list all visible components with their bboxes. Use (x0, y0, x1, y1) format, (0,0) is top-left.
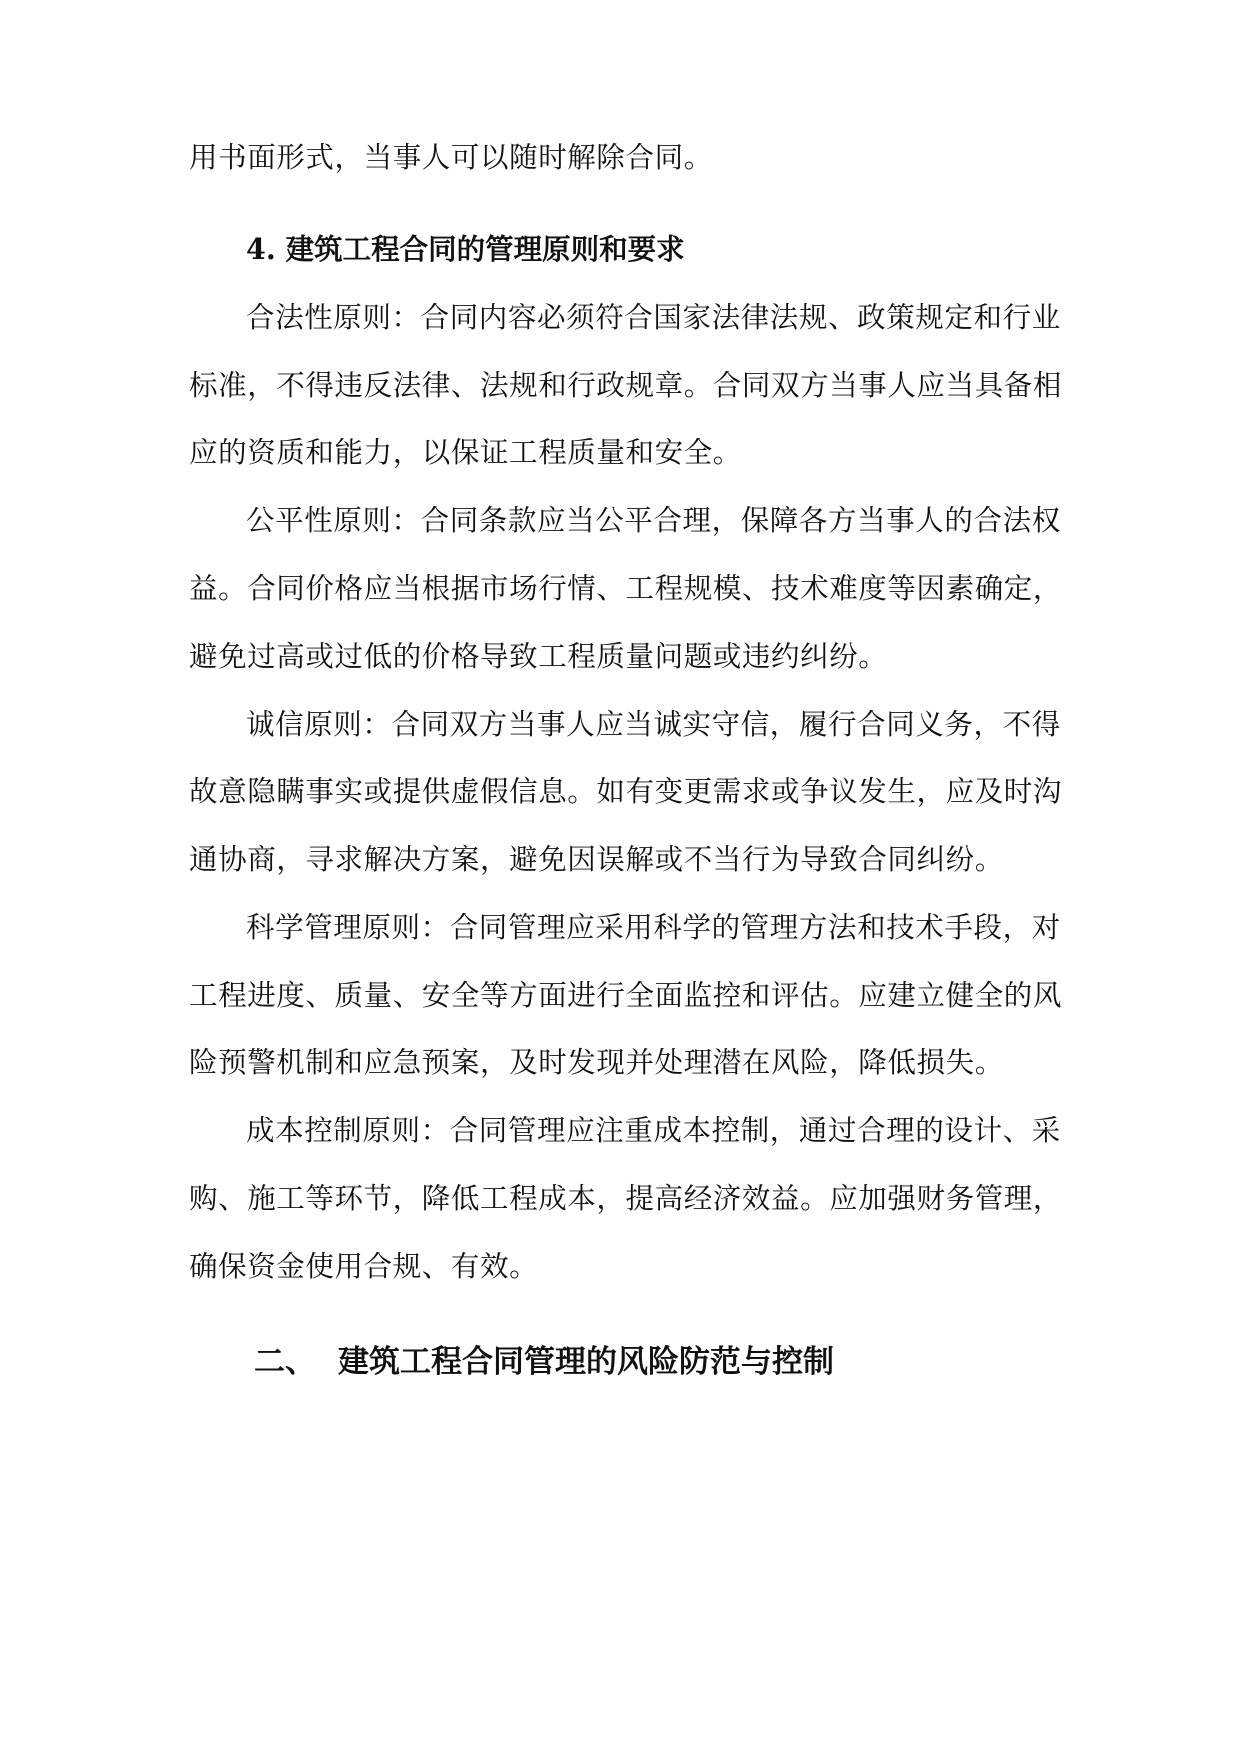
paragraph-legality-line-2: 标准，不得违反法律、法规和行政规章。合同双方当事人应当具备相 (189, 369, 1063, 402)
paragraph-scientific-line-3: 险预警机制和应急预案，及时发现并处理潜在风险，降低损失。 (189, 1046, 1004, 1079)
continuation-text: 用书面形式，当事人可以随时解除合同。 (189, 141, 713, 174)
paragraph-legality-line-3: 应的资质和能力，以保证工程质量和安全。 (189, 436, 742, 469)
paragraph-scientific-line-1: 科学管理原则：合同管理应采用科学的管理方法和技术手段，对 (246, 911, 1061, 944)
paragraph-integrity-line-2: 故意隐瞒事实或提供虚假信息。如有变更需求或争议发生，应及时沟 (189, 775, 1063, 808)
section-4-heading: 4. 建筑工程合同的管理原则和要求 (246, 232, 685, 266)
paragraph-cost-control-line-1: 成本控制原则：合同管理应注重成本控制，通过合理的设计、采 (246, 1114, 1061, 1147)
paragraph-fairness-line-3: 避免过高或过低的价格导致工程质量问题或违约纠纷。 (189, 640, 888, 673)
paragraph-legality-line-1: 合法性原则：合同内容必须符合国家法律法规、政策规定和行业 (246, 301, 1061, 334)
paragraph-fairness-line-1: 公平性原则：合同条款应当公平合理，保障各方当事人的合法权 (246, 504, 1061, 537)
paragraph-integrity-line-1: 诚信原则：合同双方当事人应当诚实守信，履行合同义务，不得 (246, 708, 1061, 741)
section-2-title: 建筑工程合同管理的风险防范与控制 (338, 1344, 834, 1380)
section-2-number: 二、 (254, 1344, 316, 1380)
section-2-heading (254, 1340, 834, 1384)
paragraph-integrity-line-3: 通协商，寻求解决方案，避免因误解或不当行为导致合同纠纷。 (189, 843, 1004, 876)
paragraph-fairness-line-2: 益。合同价格应当根据市场行情、工程规模、技术难度等因素确定， (189, 572, 1063, 605)
paragraph-cost-control-line-3: 确保资金使用合规、有效。 (189, 1250, 539, 1283)
paragraph-scientific-line-2: 工程进度、质量、安全等方面进行全面监控和评估。应建立健全的风 (189, 979, 1063, 1012)
paragraph-cost-control-line-2: 购、施工等环节，降低工程成本，提高经济效益。应加强财务管理， (189, 1182, 1063, 1215)
